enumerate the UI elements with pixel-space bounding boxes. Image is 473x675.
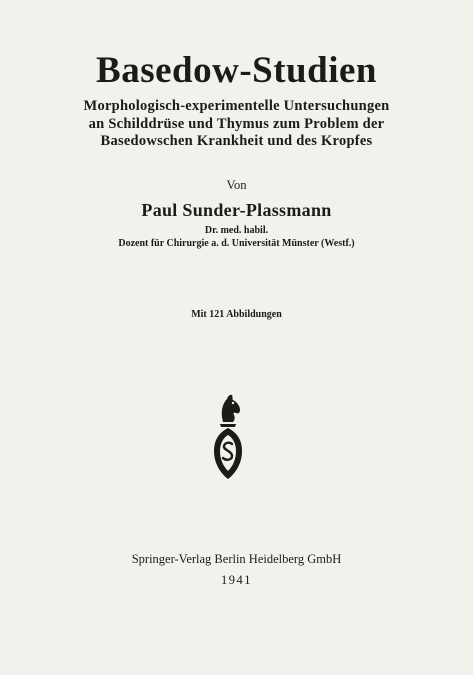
illustrations-note: Mit 121 Abbildungen: [191, 309, 282, 320]
book-subtitle: [0, 98, 473, 151]
subtitle-line: Morphologisch-experimentelle Untersuchungen: [83, 98, 390, 114]
book-title: Basedow-Studien: [96, 50, 377, 91]
subtitle-line: Basedowschen Krankheit und des Kropfes: [100, 133, 373, 149]
author-position: Dozent für Chirurgie a. d. Universität Münster (Westf.): [118, 238, 355, 249]
author-name: Paul Sunder-Plassmann: [141, 200, 332, 220]
by-label: Von: [226, 178, 247, 192]
publication-year: 1941: [221, 573, 252, 587]
subtitle-line: an Schilddrüse und Thymus zum Problem der: [88, 115, 385, 132]
publisher-name: Springer-Verlag Berlin Heidelberg GmbH: [131, 552, 342, 566]
author-degree: Dr. med. habil.: [204, 225, 269, 236]
springer-knight-emblem-icon: [209, 393, 247, 481]
